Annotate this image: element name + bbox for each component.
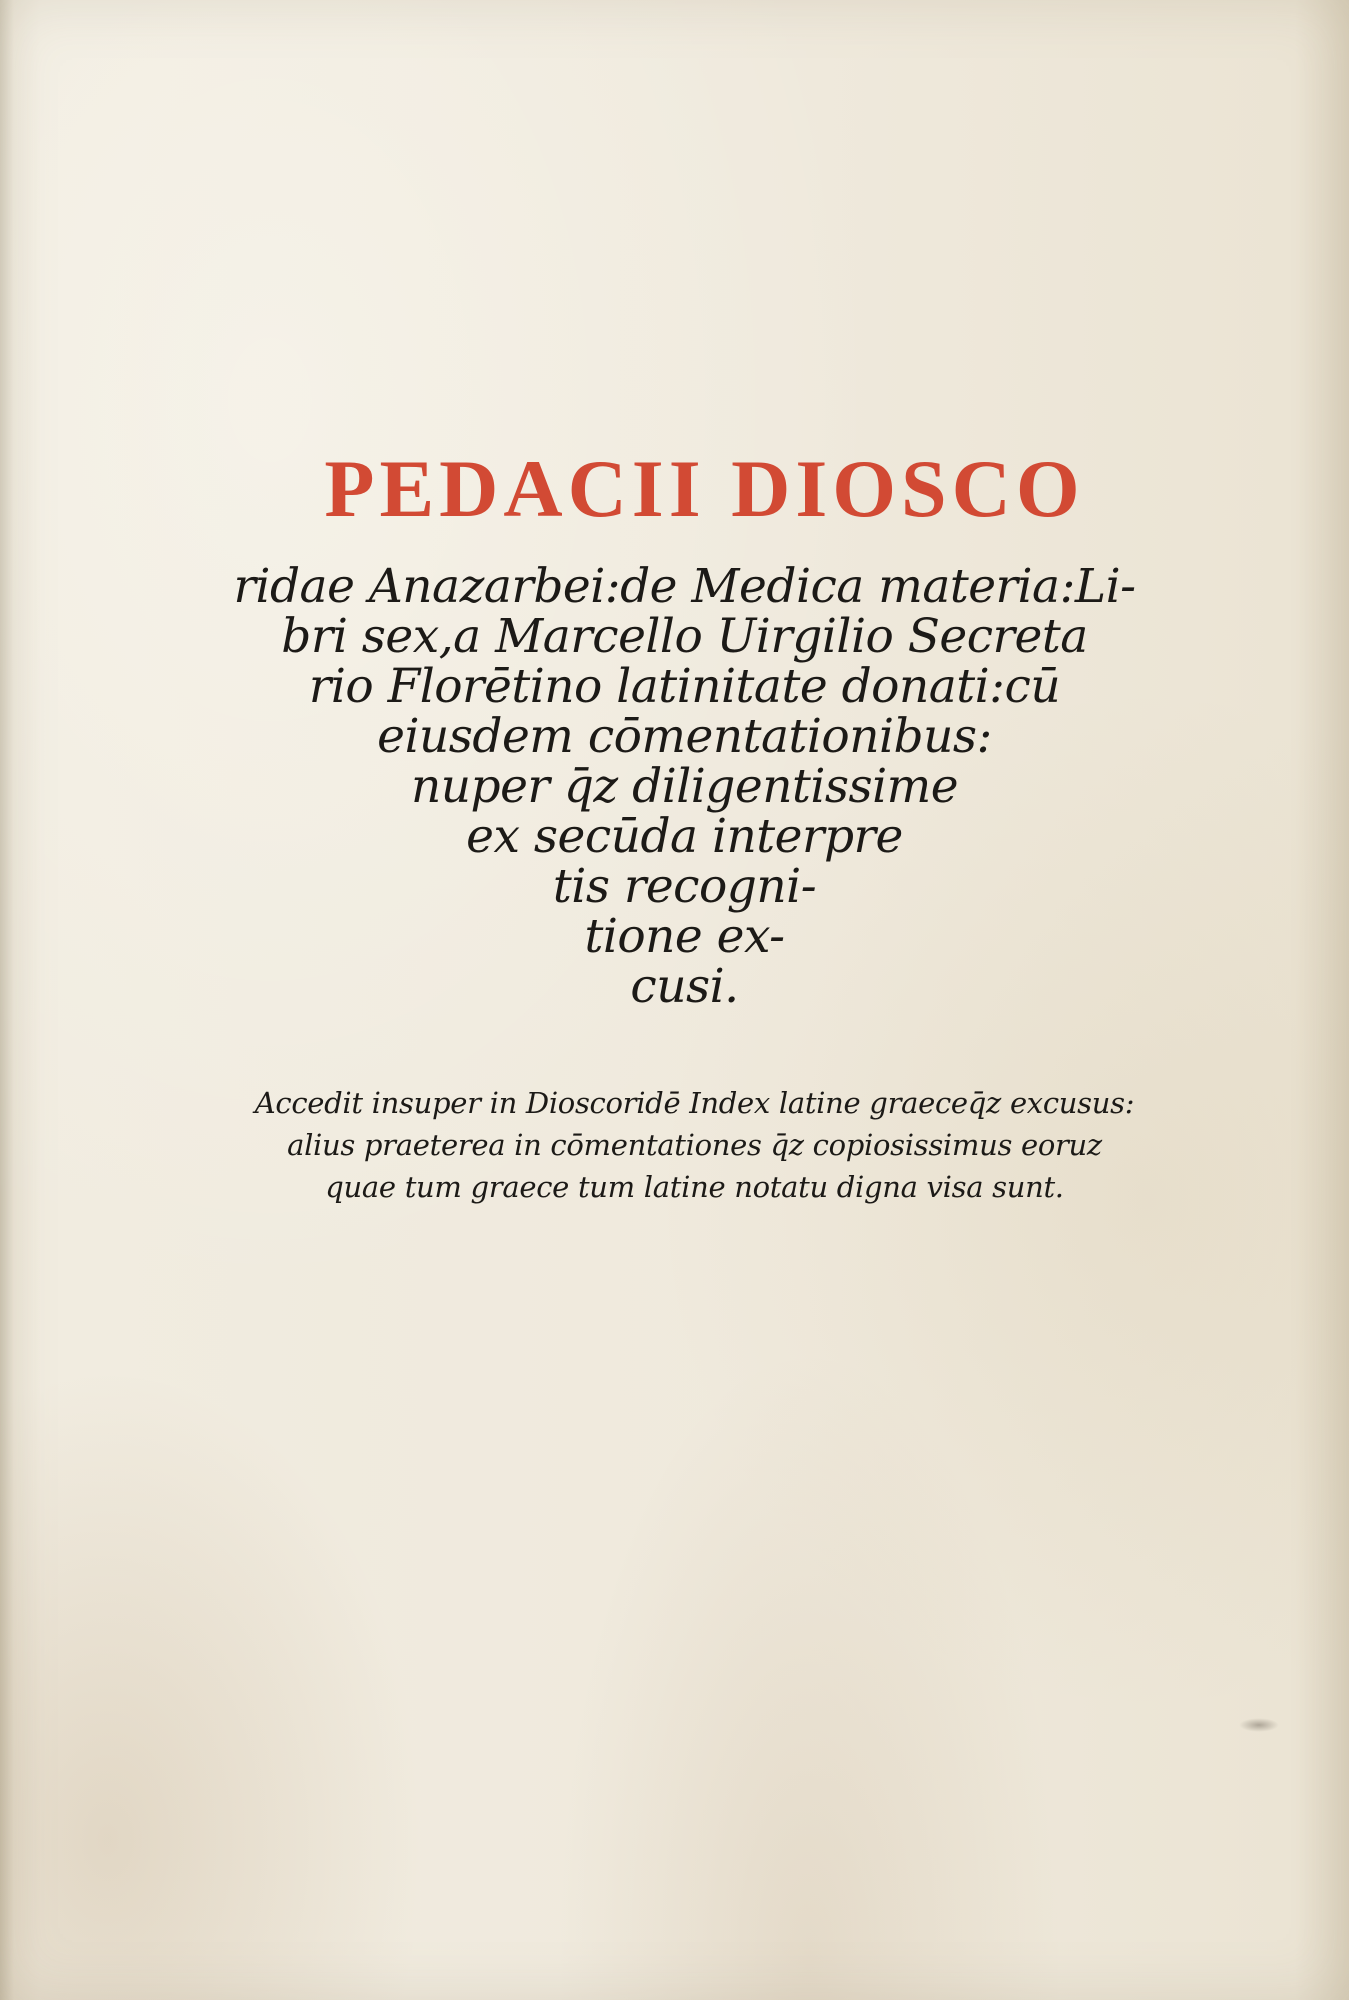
- main-line: cusi.: [630, 959, 739, 1014]
- rubric-title: PEDACII DIOSCO: [324, 443, 1085, 534]
- main-line: nuper q̄z diligentissime: [410, 759, 959, 814]
- notice-line: alius praeterea in cōmentationes q̄z copiosissimus eoruz: [287, 1128, 1102, 1162]
- main-line: eiusdem cōmentationibus:: [377, 709, 992, 764]
- main-line: ex secūda interpre: [466, 809, 903, 864]
- main-line: ridae Anazarbei:de Medica materia:Li-: [233, 559, 1136, 614]
- main-line: tis recogni-: [552, 859, 817, 914]
- main-title-text: [10, 559, 1349, 1014]
- ink-smudge: [1239, 1718, 1279, 1732]
- main-line: rio Florētino latinitate donati:cū: [308, 659, 1061, 714]
- main-line: bri sex,a Marcello Uirgilio Secreta: [281, 609, 1088, 664]
- index-notice: [20, 1082, 1349, 1208]
- notice-line: Accedit insuper in Dioscoridē Index latine graeceq̄z excusus:: [254, 1086, 1135, 1120]
- notice-line: quae tum graece tum latine notatu digna visa sunt.: [325, 1170, 1064, 1204]
- main-line: tione ex-: [584, 909, 785, 964]
